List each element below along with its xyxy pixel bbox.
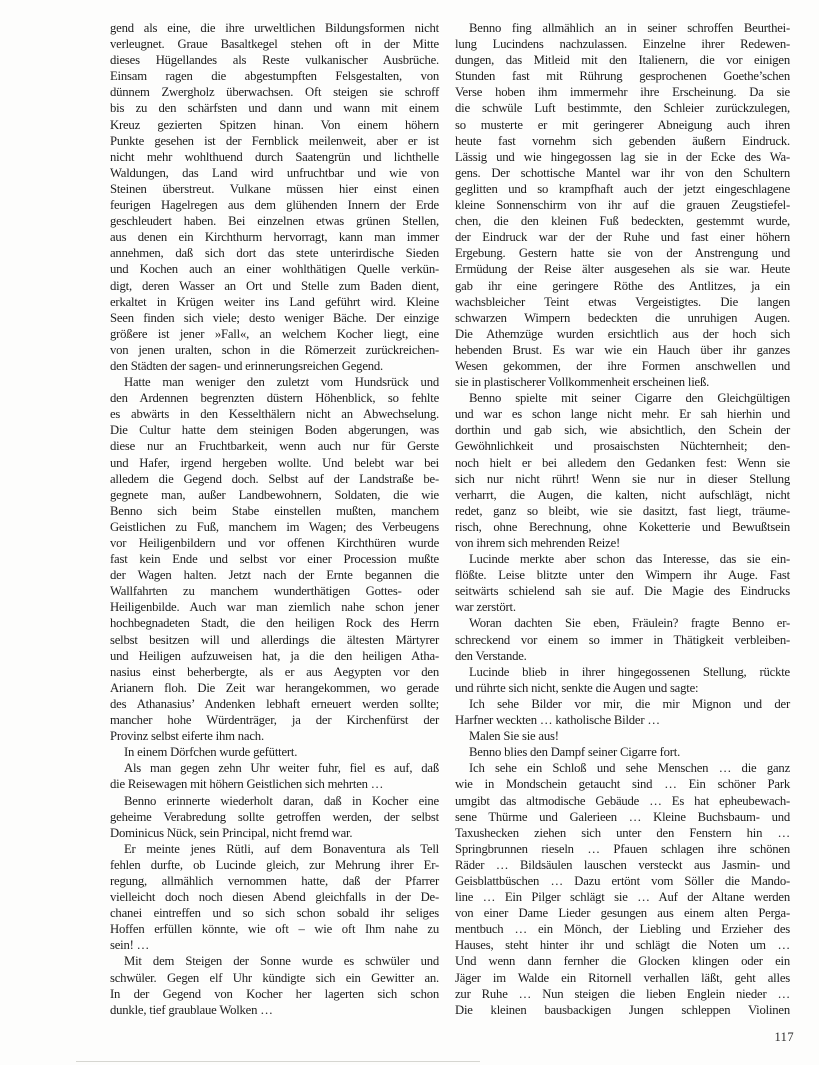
text-line: Hatte man weniger den zuletzt vom Hundsrück und [124, 375, 439, 390]
text-line: und Heiligen aufzuweisen hat, ja die den heiligen Atha- [110, 648, 439, 663]
text-line: Er meinte jenes Rütli, auf dem Bonaventura als Tell [124, 841, 439, 856]
text-line: aus denen ein Kirchthurm hervorragt, kann man immer [110, 230, 439, 245]
text-line: den Städten der sagen- und erinnerungsreichen Gegend. [110, 358, 384, 373]
text-line: Arianern floh. Die Zeit war herangekommen, wo gerade [110, 680, 439, 695]
text-line: alledem die Gegend doch. Selbst auf der Landstraße be- [110, 471, 439, 486]
text-line: Benno sich beim Stabe einstellen mußten, manchem [110, 503, 439, 518]
text-line: Hauses, steht hinter ihr und schlägt die Noten um … [455, 938, 790, 953]
text-line: dorthin und gab sich, wie absichtlich, den Schein der [455, 423, 790, 438]
text-line: Die Athemzüge wurden ersichtlich aus der hoch sich [455, 326, 790, 341]
text-line: geheime Verabredung sollte getroffen werden, der selbst [110, 809, 439, 824]
text-line: Räder … Bildsäulen lauschen versteckt aus Jasmin- und [455, 857, 790, 872]
text-line: Benno spielte mit seiner Cigarre den Gleichgültigen [469, 391, 790, 406]
text-line: mancher hohe Würdenträger, ja der Kirchenfürst der [110, 713, 439, 728]
text-line: Verse hoben ihm immermehr ihre Erscheinung. Da sie [455, 85, 790, 100]
text-line: regung, allmählich vernommen hatte, daß der Pfarrer [110, 873, 439, 888]
text-column-left [110, 20, 439, 1018]
text-line: es abwärts in den Kesselthälern nicht an Abwechselung. [110, 407, 439, 422]
text-line: Kreuz gezierten Spitzen hinan. Von einem höhern [110, 117, 439, 132]
text-line: geschleudert haben. Bei einzelnen etwas grünen Stellen, [110, 214, 439, 229]
text-line: dunkle, tief graublaue Wolken … [110, 1002, 273, 1017]
text-line: feurigen Hagelregen aus dem glühenden Innern der Erde [110, 198, 439, 213]
text-line: von ihrem sich mehrenden Reize! [455, 536, 621, 550]
text-line: Jäger im Walde ein Ritornell verhallen läßt, geht alles [455, 970, 790, 985]
text-line: Ich sehe Bilder vor mir, die mir Mignon und der [469, 696, 790, 711]
text-line: wachsbleicher Teint etwas Vergeistigtes. Die langen [455, 294, 790, 309]
text-line: Gewöhnlichkeit und prosaischsten Nüchternheit; den- [455, 439, 790, 454]
text-line: Wallfahrten zu manchem wunderthätigen Gottes- oder [110, 584, 439, 599]
text-line: fehlen durfte, ob Lucinde gleich, zur Mehrung ihrer Er- [110, 857, 439, 872]
text-line: dungen, das Mitleid mit den Italienern, die vor einigen [455, 53, 790, 68]
text-line: diese nur an Fruchtbarkeit, wenn auch nur für Gerste [110, 439, 439, 454]
text-line: lung Lucindens nachzulassen. Einzelne ihrer Redewen- [455, 37, 790, 52]
text-line: Harfner weckten … katholische Bilder … [455, 713, 660, 728]
text-line: Stunden fast mit Rührung gesprochenen Goethe’schen [455, 69, 790, 84]
text-column-right [455, 20, 790, 1018]
text-line: verharrt, die Augen, die kalten, nicht aufschlägt, nicht [455, 487, 790, 502]
text-line: sich nur nicht rührt! Wenn sie nur in dieser Stellung [455, 471, 790, 486]
text-line: den Verstande. [455, 648, 527, 663]
text-line: war zerstört. [455, 600, 516, 615]
text-line: Die Cultur hatte dem steinigen Boden abgerungen, was [110, 423, 439, 438]
text-line: Lucinde merkte aber schon das Interesse, das sie ein- [469, 552, 790, 567]
text-line: chanei eintreffen und so sich schon sobald ihr seliges [110, 906, 439, 921]
text-line: des Athanasius’ Andenken lebhaft erneuert werden sollte; [110, 696, 439, 711]
text-line: gab ihr eine geringere Röthe des Antlitzes, ja ein [455, 278, 790, 293]
text-line: bis zu den schärfsten und dann und wann mit einem [110, 101, 439, 116]
text-line: vor Heiligenbildern und vor offenen Kirchthüren wurde [110, 536, 439, 550]
text-line: schwüler. Gegen elf Uhr kündigte sich ein Gewitter an. [110, 970, 439, 985]
text-line: so musterte er mit geringerer Abneigung auch ihren [455, 117, 790, 132]
text-line: Als man gegen zehn Uhr weiter fuhr, fiel es auf, daß [124, 761, 439, 776]
text-line: Steinen überstreut. Vulkane müssen hier einst einen [110, 181, 439, 196]
text-line: heute fast vornehm sich gebenden äußern Eindruck. [455, 133, 790, 148]
text-line: Und wenn dann fernher die Glocken klingen oder ein [455, 954, 790, 969]
text-line: und Kochen auch an einer wohlthätigen Quelle verkün- [110, 262, 439, 277]
text-line: Geistlichen zu Fuß, manchem im Wagen; des Verbeugens [110, 519, 439, 534]
text-line: nicht mehr wohlthuend durch Saatengrün und lichthelle [110, 149, 439, 164]
text-line: die Reisewagen mit höhern Geistlichen sich mehrten … [110, 777, 384, 792]
text-line: In einem Dörfchen wurde gefüttert. [124, 745, 298, 760]
text-line: Lässig und wie hingegossen lag sie in der Ecke des Wa- [455, 149, 790, 164]
text-line: redet, ganz so bleibt, wie sie dasitzt, fast liegt, träume- [455, 503, 790, 518]
text-line: selbst besitzen will und allerdings die ältesten Märtyrer [110, 632, 439, 647]
text-line: und war es schon lange nicht mehr. Er sah hierhin und [455, 407, 790, 422]
text-line: den Ardennen begrenzten düstern Höhenblick, so fehlte [110, 391, 439, 406]
text-line: hebenden Brust. Es war wie ein Hauch über ihr ganzes [455, 342, 790, 357]
text-columns [110, 20, 790, 1018]
text-line: zur Ruhe … Nun steigen die lieben Englein nieder … [455, 986, 790, 1001]
text-line: Ich sehe ein Schloß und sehe Menschen … die ganz [469, 761, 790, 776]
text-line: wie in Mondschein getaucht sind … Ein schöner Park [455, 777, 790, 792]
text-line: digt, deren Wasser an Ort und Stelle zum Baden dient, [110, 278, 439, 293]
page-edge-artifact-line [76, 1061, 480, 1062]
text-line: und Hafer, irgend hergeben wollte. Und belebt war bei [110, 455, 439, 470]
text-line: Mit dem Steigen der Sonne wurde es schwüler und [124, 954, 439, 969]
text-line: der Wagen halten. Jetzt nach der Ernte begannen die [110, 568, 439, 583]
text-line: Punkte gesehen ist der Fernblick meilenweit, aber er ist [110, 133, 439, 148]
text-line: Ermüdung der Reise älter ausgesehen als sie war. Heute [455, 262, 790, 277]
text-line: Geisblattbüschen … Dazu ertönt vom Söller die Mando- [455, 873, 790, 888]
text-line: größere ist jener »Fall«, an welchem Kocher liegt, eine [110, 326, 439, 341]
text-line: von einer Dame Lieder gesungen aus einem alten Perga- [455, 906, 790, 921]
text-line: Die kleinen bausbackigen Jungen schleppen Violinen [455, 1002, 790, 1017]
text-line: hochbegnadeten Stadt, die den heiligen Rock des Herrn [110, 616, 439, 631]
text-line: flößte. Leise blitzte unter den Wimpern ihr Auge. Fast [455, 568, 790, 583]
text-line: schreckend vor einem so immer in Thätigkeit verbleiben- [455, 632, 790, 647]
text-line: geglitten und so krampfhaft auch der jetzt eingeschlagene [455, 181, 790, 196]
text-line: der Eindruck war der der Ruhe und fast einer höhern [455, 230, 790, 245]
text-line: Springbrunnen rieseln … Pfauen schlagen ihre schönen [455, 841, 790, 856]
text-line: seitwärts schielend sah sie auf. Die Magie des Eindrucks [455, 584, 790, 599]
text-line: line … Ein Pilger schlägt sie … Auf der Altane werden [455, 890, 790, 905]
text-line: sene Thürme und Galerieen … Kleine Buchsbaum- und [455, 809, 790, 824]
text-line: Hoffen erfüllen könnte, wie oft – wie oft Ihm nahe zu [110, 922, 439, 937]
text-line: Provinz selbst eiferte ihm nach. [110, 729, 264, 744]
text-line: gend als eine, die ihre urweltlichen Bildungsformen nicht [110, 21, 439, 35]
text-line: Malen Sie sie aus! [469, 729, 559, 744]
text-line: gegnete man, außer Landbewohnern, Soldaten, die wie [110, 487, 439, 502]
text-line: Waldungen, das Land wird unfruchtbar und wie von [110, 165, 439, 180]
text-line: sie in plastischerer Vollkommenheit erscheinen ließ. [455, 375, 710, 390]
text-line: gens. Der schottische Mantel war ihr von den Schultern [455, 165, 790, 180]
text-line: Benno blies den Dampf seiner Cigarre fort. [469, 745, 681, 760]
text-line: annehmen, daß sich dort das stete unterirdische Sieden [110, 246, 439, 261]
text-line: dieses Hügellandes als Reste vulkanischer Ausbrüche. [110, 53, 439, 68]
text-line: noch hielt er bei alledem den Gedanken fest: Wenn sie [455, 455, 790, 470]
text-line: nasius einst beherbergte, als er aus Aegypten vor den [110, 664, 439, 679]
text-line: risch, ohne Berechnung, ohne Koketterie und Bewußtsein [455, 519, 790, 534]
text-line: Lucinde blieb in ihrer hingegossenen Stellung, rückte [469, 664, 790, 679]
text-line: Wesen gekommen, der ihre Formen anschwellen und [455, 358, 790, 373]
text-line: und rührte sich nicht, senkte die Augen und sagte: [455, 680, 699, 695]
text-line: von jenen uralten, schon in die Römerzeit zurückreichen- [110, 342, 439, 357]
text-line: Heiligenbilde. Auch war man ziemlich nahe schon jener [110, 600, 439, 615]
text-line: Dominicus Nück, sein Principal, nicht fremd war. [110, 825, 353, 840]
text-line: mentbuch … ein Mönch, der Liebling und Erzieher des [455, 922, 790, 937]
page-number: 117 [774, 1030, 794, 1044]
text-line: die schwüle Luft bestimmte, den Schleier zurückzulegen, [455, 101, 790, 116]
text-line: schwarzen Wimpern bedeckten die unruhigen Augen. [455, 310, 790, 325]
text-line: Einsam ragen die abgestumpften Felsgestalten, von [110, 69, 439, 84]
text-line: chen, die den kleinen Fuß bedeckten, gestemmt wurde, [455, 214, 790, 229]
text-line: In der Gegend von Kocher her lagerten sich schon [110, 986, 439, 1001]
text-line: sein! … [110, 938, 150, 953]
text-line: vielleicht doch noch diesen Abend gleichfalls in der De- [110, 890, 439, 905]
text-line: Seen finden sich viele; desto weniger Bäche. Der einzige [110, 310, 439, 325]
text-line: Taxushecken ziehen sich unter den Fenstern hin … [455, 825, 790, 840]
text-line: Benno erinnerte wiederholt daran, daß in Kocher eine [124, 793, 439, 808]
text-line: Woran dachten Sie eben, Fräulein? fragte Benno er- [469, 616, 790, 631]
text-line: fast kein Ende und selbst vor einer Procession mußte [110, 552, 439, 567]
text-line: Benno fing allmählich an in seiner schroffen Beurthei- [469, 21, 790, 35]
text-line: Ergebung. Gestern hatte sie von der Anstrengung und [455, 246, 790, 261]
text-line: dünnem Zwergholz überwachsen. Oft steigen sie schroff [110, 85, 439, 100]
text-line: umgibt das altmodische Gebäude … Es hat epheubewach- [455, 793, 790, 808]
text-line: kleine Sonnenschirm von ihr auf die grauen Zeugstiefel- [455, 198, 790, 213]
text-line: erkaltet in Krügen weiter ins Land geführt wird. Kleine [110, 294, 439, 309]
text-line: verleugnet. Graue Basaltkegel stehen oft in der Mitte [110, 37, 439, 52]
